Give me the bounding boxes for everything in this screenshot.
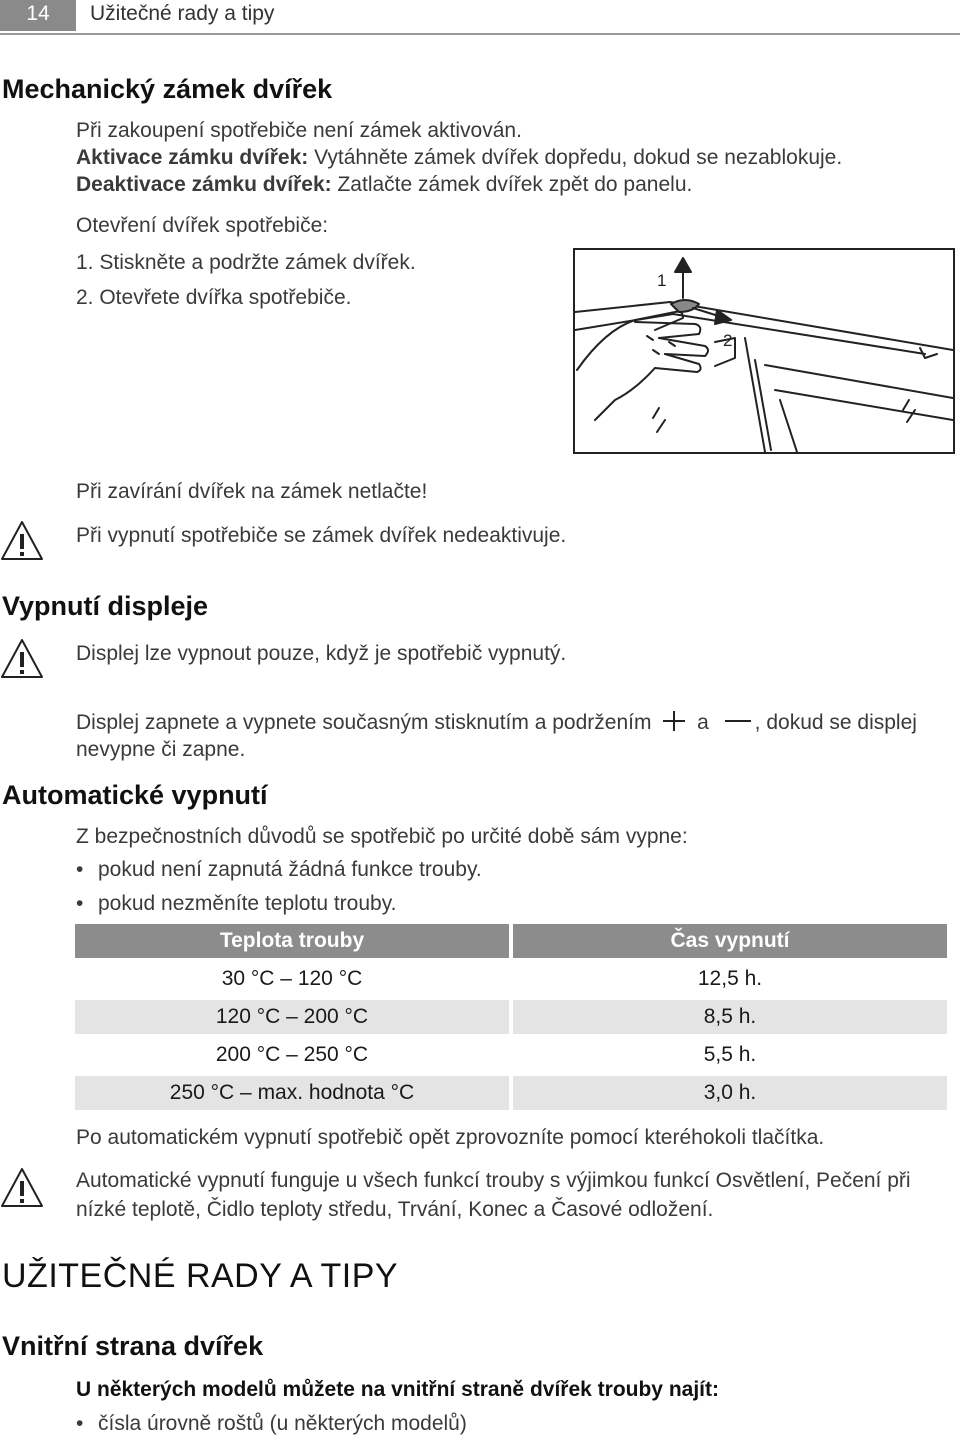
auto-off-bullet-1: pokud není zapnutá žádná funkce trouby.	[98, 858, 482, 881]
display-off-text-a: Displej zapnete a vypnete současným stisknutím a podržením	[76, 711, 652, 734]
table-header-time: Čas vypnutí	[513, 924, 947, 958]
figure-label-1: 1	[657, 271, 667, 290]
display-off-and: a	[697, 711, 709, 734]
display-off-text-c: nevypne či zapne.	[76, 738, 246, 761]
auto-off-bullet-2: pokud nezměníte teplotu trouby.	[98, 892, 397, 915]
section-title-display-off: Vypnutí displeje	[2, 591, 209, 621]
table-cell: 5,5 h.	[703, 1043, 757, 1066]
deactivate-text: Zatlačte zámek dvířek zpět do panelu.	[331, 173, 693, 196]
section-title-auto-off: Automatické vypnutí	[2, 780, 268, 810]
warning-icon	[0, 519, 44, 563]
activate-label: Aktivace zámku dvířek:	[76, 146, 309, 169]
auto-off-warning-1: Automatické vypnutí funguje u všech funkcí trouby s výjimkou funkcí Osvětlení, Pečení při	[76, 1169, 911, 1192]
table-row	[75, 1000, 947, 1034]
deactivate-label: Deaktivace zámku dvířek:	[76, 173, 332, 196]
header-divider	[0, 33, 960, 35]
door-lock-activate	[76, 144, 842, 171]
auto-off-after: Po automatickém vypnutí spotřebič opět zprovozníte pomocí kteréhokoli tlačítka.	[76, 1126, 825, 1149]
step-1: 1. Stiskněte a podržte zámek dvířek.	[76, 251, 416, 274]
table-row	[75, 1038, 947, 1072]
table-row	[75, 1076, 947, 1110]
display-off-text-b: , dokud se displej	[754, 711, 917, 734]
chapter-title: UŽITEČNÉ RADY A TIPY	[2, 1257, 399, 1295]
door-lock-note-1: Při zavírání dvířek na zámek netlačte!	[76, 480, 428, 503]
page-number: 14	[26, 2, 50, 25]
list-item: • čísla úrovně roštů (u některých modelů)	[76, 1412, 467, 1435]
running-title: Užitečné rady a tipy	[90, 2, 275, 25]
auto-off-warning-2: nízké teplotě, Čidlo teploty středu, Trvání, Konec a Časové odložení.	[76, 1198, 714, 1221]
table-cell: 8,5 h.	[513, 1000, 947, 1034]
door-inside-bold: U některých modelů můžete na vnitřní straně dvířek trouby najít:	[76, 1378, 719, 1401]
table-cell: 200 °C – 250 °C	[215, 1043, 369, 1066]
door-lock-note-2: Při vypnutí spotřebiče se zámek dvířek nedeaktivuje.	[76, 524, 567, 547]
minus-icon	[723, 711, 753, 731]
auto-off-intro: Z bezpečnostních důvodů se spotřebič po určité době sám vypne:	[76, 825, 688, 848]
door-inside-bullet-1: čísla úrovně roštů (u některých modelů)	[98, 1412, 467, 1435]
section-title-door-inside: Vnitřní strana dvířek	[2, 1331, 264, 1361]
figure-label-2: 2	[723, 331, 733, 350]
door-lock-drawing	[575, 250, 953, 452]
display-off-warning: Displej lze vypnout pouze, když je spotřebič vypnutý.	[76, 642, 567, 665]
activate-text: Vytáhněte zámek dvířek dopředu, dokud se nezablokuje.	[308, 146, 843, 169]
door-lock-intro: Při zakoupení spotřebiče není zámek aktivován.	[76, 119, 522, 142]
warning-icon	[0, 637, 44, 681]
door-lock-deactivate	[76, 171, 692, 198]
auto-off-table	[71, 920, 951, 1114]
display-off-instruction	[76, 709, 917, 736]
open-door-title: Otevření dvířek spotřebiče:	[76, 214, 329, 237]
plus-icon	[661, 711, 687, 731]
section-title-door-lock: Mechanický zámek dvířek	[2, 74, 333, 104]
table-header-temperature: Teplota trouby	[75, 924, 509, 958]
table-cell: 120 °C – 200 °C	[75, 1000, 509, 1034]
table-row	[75, 962, 947, 996]
table-cell: 250 °C – max. hodnota °C	[75, 1076, 509, 1110]
list-item: • pokud není zapnutá žádná funkce trouby.	[76, 858, 482, 881]
list-item: • pokud nezměníte teplotu trouby.	[76, 892, 397, 915]
table-cell: 3,0 h.	[513, 1076, 947, 1110]
table-cell: 12,5 h.	[697, 967, 763, 990]
table-header-row	[75, 924, 947, 958]
warning-icon	[0, 1166, 44, 1210]
door-lock-illustration	[573, 248, 955, 454]
step-2: 2. Otevřete dvířka spotřebiče.	[76, 286, 352, 309]
table-cell: 30 °C – 120 °C	[221, 967, 363, 990]
